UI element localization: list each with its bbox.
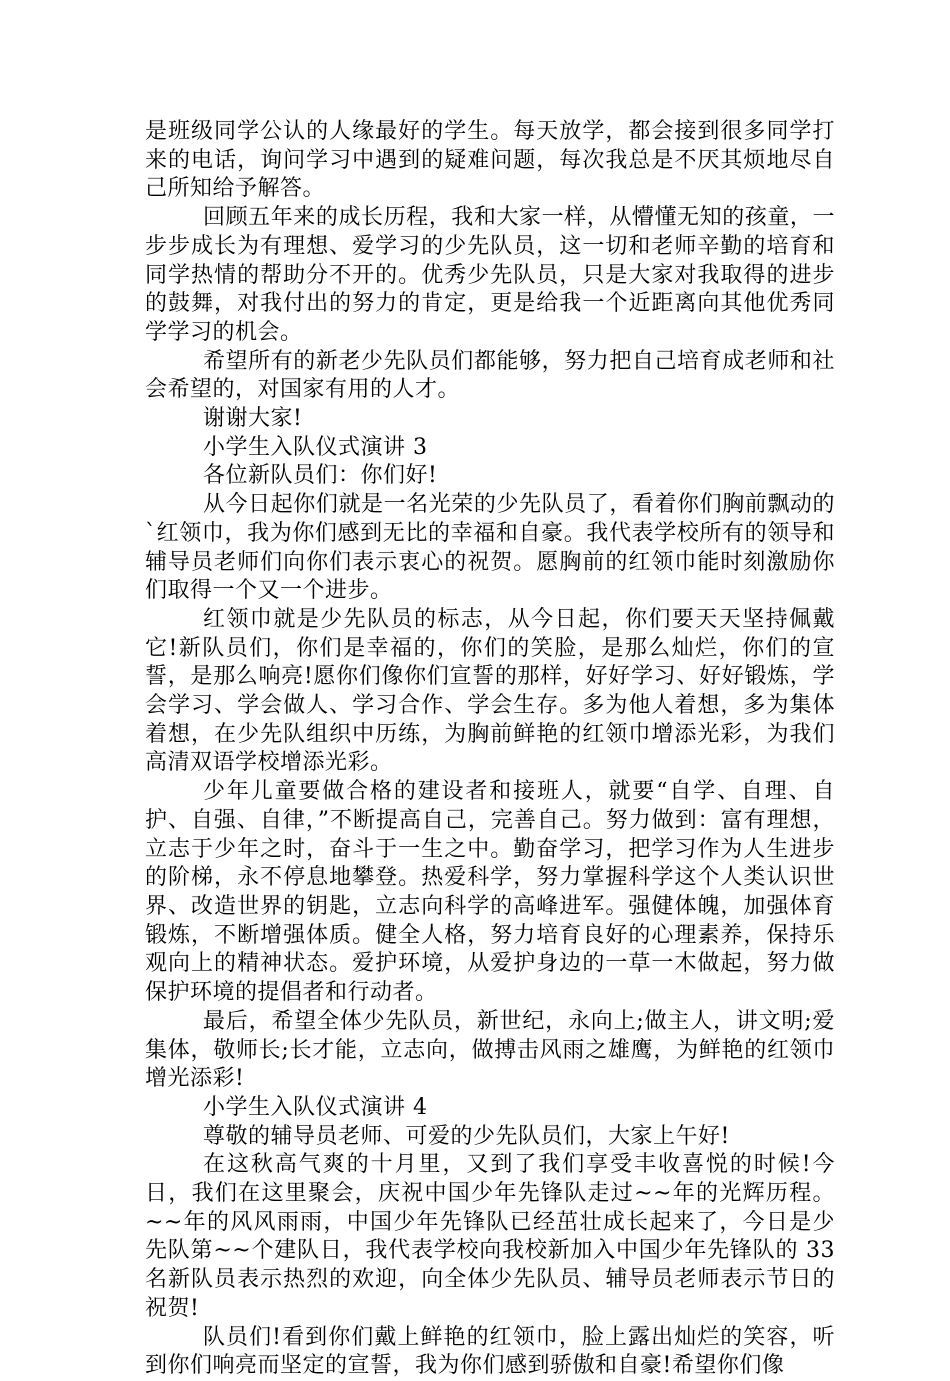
section-heading: 小学生入队仪式演讲 3	[203, 434, 428, 460]
paragraph: 最后，希望全体少先队员，新世纪，永向上;做主人，讲文明;爱集体，敬师长;长才能，立志向，做搏击风雨之雄鹰，为鲜艳的红领巾增光添彩!	[145, 1008, 835, 1092]
paragraph: 是班级同学公认的人缘最好的学生。每天放学，都会接到很多同学打来的电话，询问学习中遇到的疑难问题，每次我总是不厌其烦地尽自己所知给予解答。	[145, 119, 835, 202]
paragraph: 从今日起你们就是一名光荣的少先队员了，看着你们胸前飘动的`红领巾，我为你们感到无比的幸福和自豪。我代表学校所有的领导和辅导员老师们向你们表示衷心的祝贺。愿胸前的红领巾能时刻激励你们取得一个又一个进步。	[145, 492, 835, 604]
paragraph: 红领巾就是少先队员的标志，从今日起，你们要天天坚持佩戴它!新队员们，你们是幸福的，你们的笑脸，是那么灿烂，你们的宣誓，是那么响亮!愿你们像你们宣誓的那样，好好学习、好好锻炼，学会学习、学会做人、学习合作、学会生存。多为他人着想，多为集体着想，在少先队组织中历练，为胸前鲜艳的红领巾增添光彩，为我们高清双语学校增添光彩。	[145, 606, 835, 776]
paragraph: 少年儿童要做合格的建设者和接班人，就要“自学、自理、自护、自强、自律，”不断提高自己，完善自己。努力做到：富有理想，立志于少年之时，奋斗于一生之中。勤奋学习，把学习作为人生进步的阶梯，永不停息地攀登。热爱科学，努力掌握科学这个人类认识世界、改造世界的钥匙，立志向科学的高峰进军。强健体魄，加强体育锻炼，不断增强体质。健全人格，努力培育良好的心理素养，保持乐观向上的精神状态。爱护环境，从爱护身边的一草一木做起，努力做保护环境的提倡者和行动者。	[145, 779, 835, 1006]
document-body	[145, 118, 835, 1381]
paragraph: 希望所有的新老少先队员们都能够，努力把自己培育成老师和社会希望的，对国家有用的人才。	[145, 348, 835, 403]
salutation: 尊敬的辅导员老师、可爱的少先队员们，大家上午好!	[203, 1123, 730, 1149]
salutation: 各位新队员们：你们好!	[203, 463, 438, 489]
section-heading: 小学生入队仪式演讲 4	[203, 1094, 428, 1120]
closing-line: 谢谢大家!	[203, 406, 303, 432]
paragraph: 队员们!看到你们戴上鲜艳的红领巾，脸上露出灿烂的笑容，听到你们响亮而坚定的宣誓，我为你们感到骄傲和自豪!希望你们像	[145, 1324, 835, 1379]
paragraph: 回顾五年来的成长历程，我和大家一样，从懵懂无知的孩童，一步步成长为有理想、爱学习的少先队员，这一切和老师辛勤的培育和同学热情的帮助分不开的。优秀少先队员，只是大家对我取得的进步的鼓舞，对我付出的努力的肯定，更是给我一个近距离向其他优秀同学学习的机会。	[145, 205, 835, 345]
paragraph: 在这秋高气爽的十月里，又到了我们享受丰收喜悦的时候!今日，我们在这里聚会，庆祝中国少年先锋队走过~~年的光辉历程。~~年的风风雨雨，中国少年先锋队已经茁壮成长起来了，今日是少先队第~~个建队日，我代表学校向我校新加入中国少年先锋队的 33 名新队员表示热烈的欢迎，向全体少先队员、辅导员老师表示节日的祝贺!	[145, 1152, 835, 1321]
